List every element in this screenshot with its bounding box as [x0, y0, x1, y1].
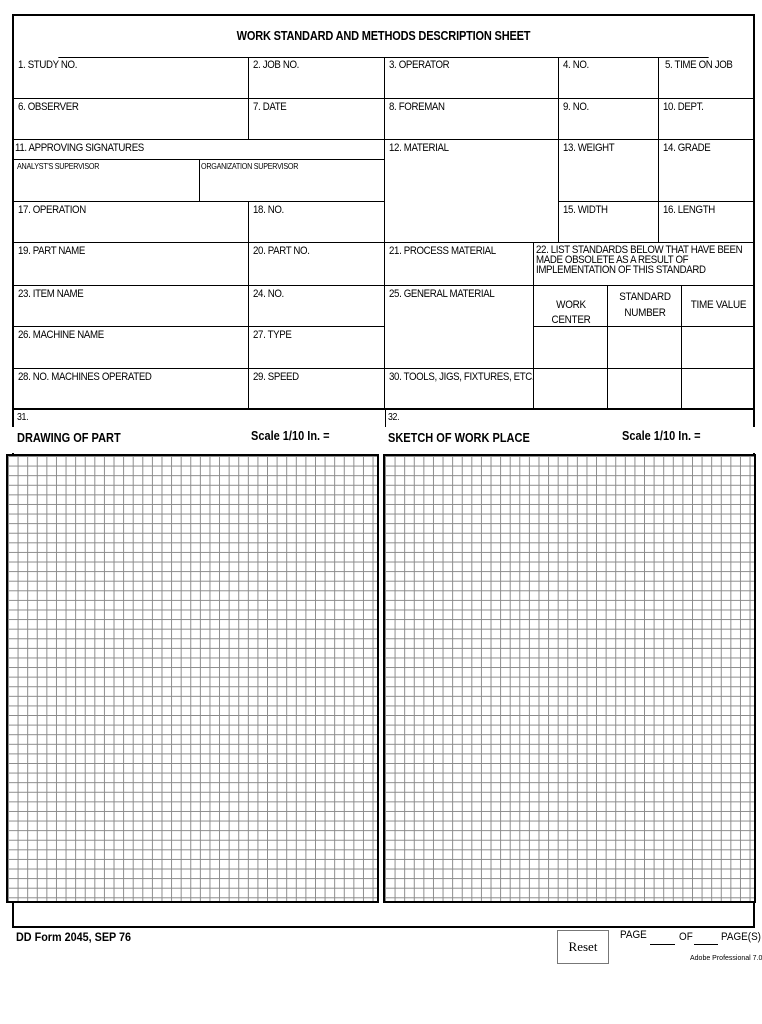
weight-field[interactable]: [559, 140, 659, 202]
width-field[interactable]: [559, 202, 659, 243]
weight-label: 13. WEIGHT: [563, 142, 615, 154]
total-pages-field[interactable]: [694, 944, 718, 945]
item-no-field[interactable]: [249, 286, 385, 327]
material-label: 12. MATERIAL: [389, 142, 449, 154]
obsolete-standards-label: 22. LIST STANDARDS BELOW THAT HAVE BEEN MADE OBSOLETE AS A RESULT OF IMPLEMENTATION OF THIS STANDARD: [536, 244, 743, 276]
section-32-label: 32.: [388, 412, 400, 423]
date-field[interactable]: [249, 99, 385, 140]
sketch-of-work-place-title: SKETCH OF WORK PLACE: [388, 431, 530, 445]
section-divider: [385, 410, 386, 428]
drawing-of-part-grid[interactable]: [6, 454, 379, 903]
study-no-field[interactable]: [14, 57, 249, 99]
time-value-input-1[interactable]: [682, 327, 755, 369]
page-number-field[interactable]: [650, 944, 675, 945]
material-field[interactable]: [385, 140, 559, 243]
machine-name-field[interactable]: [14, 327, 249, 369]
speed-field[interactable]: [249, 369, 385, 410]
no-machines-operated-label: 28. NO. MACHINES OPERATED: [18, 371, 152, 383]
analysts-supervisor-label: ANALYST'S SUPERVISOR: [17, 162, 100, 171]
study-no-label: 1. STUDY NO.: [18, 59, 78, 71]
machine-type-label: 27. TYPE: [253, 329, 292, 341]
form-title: WORK STANDARD AND METHODS DESCRIPTION SHEET: [58, 16, 708, 58]
work-center-input-1[interactable]: [534, 327, 608, 369]
standard-number-header: [608, 286, 682, 327]
operator-no-field[interactable]: [559, 57, 659, 99]
operation-no-field[interactable]: [249, 202, 385, 243]
process-material-label: 21. PROCESS MATERIAL: [389, 245, 496, 257]
organization-supervisor-field[interactable]: [200, 159, 385, 202]
obsolete-standards-header: [534, 243, 755, 286]
pages-label: PAGE(S): [721, 931, 761, 943]
machine-name-label: 26. MACHINE NAME: [18, 329, 104, 341]
no-machines-operated-field[interactable]: [14, 369, 249, 410]
producer-label: Adobe Professional 7.0: [690, 955, 762, 962]
operator-field[interactable]: [385, 57, 559, 99]
approving-signatures-label: 11. APPROVING SIGNATURES: [15, 142, 144, 154]
item-name-field[interactable]: [14, 286, 249, 327]
part-name-label: 19. PART NAME: [18, 245, 85, 257]
reset-button[interactable]: Reset: [557, 930, 609, 964]
speed-label: 29. SPEED: [253, 371, 299, 383]
operation-label: 17. OPERATION: [18, 204, 86, 216]
form-bottom-band: [12, 903, 755, 928]
section-31-label: 31.: [17, 412, 29, 423]
operation-no-label: 18. NO.: [253, 204, 284, 216]
analysts-supervisor-field[interactable]: [14, 159, 200, 202]
operator-no-label: 4. NO.: [563, 59, 589, 71]
time-value-header: [682, 286, 755, 327]
tools-jigs-fixtures-label: 30. TOOLS, JIGS, FIXTURES, ETC.: [389, 371, 535, 383]
standard-number-label-line2: NUMBER: [624, 307, 666, 319]
job-no-field[interactable]: [249, 57, 385, 99]
work-center-header: [534, 286, 608, 327]
sketch-scale-label: Scale 1/10 In. =: [622, 429, 701, 443]
foreman-no-field[interactable]: [559, 99, 659, 140]
time-on-job-field[interactable]: [659, 57, 755, 99]
tools-jigs-fixtures-field[interactable]: [385, 369, 534, 410]
operator-label: 3. OPERATOR: [389, 59, 450, 71]
date-label: 7. DATE: [253, 101, 287, 113]
grade-label: 14. GRADE: [663, 142, 711, 154]
time-value-label: TIME VALUE: [690, 299, 747, 311]
foreman-field[interactable]: [385, 99, 559, 140]
observer-label: 6. OBSERVER: [18, 101, 79, 113]
time-value-input-2[interactable]: [682, 369, 755, 410]
operation-field[interactable]: [14, 202, 249, 243]
grade-field[interactable]: [659, 140, 755, 202]
general-material-label: 25. GENERAL MATERIAL: [389, 288, 495, 300]
length-label: 16. LENGTH: [663, 204, 715, 216]
drawing-scale-label: Scale 1/10 In. =: [251, 429, 330, 443]
part-no-label: 20. PART NO.: [253, 245, 310, 257]
length-field[interactable]: [659, 202, 755, 243]
work-center-label: WORK CENTER: [551, 299, 591, 326]
sketch-of-work-place-grid[interactable]: [383, 454, 756, 903]
standard-number-input-1[interactable]: [608, 327, 682, 369]
of-label: OF: [679, 931, 693, 943]
approving-signatures: [14, 140, 385, 159]
general-material-field[interactable]: [385, 286, 534, 369]
width-label: 15. WIDTH: [563, 204, 608, 216]
item-name-label: 23. ITEM NAME: [18, 288, 84, 300]
machine-type-field[interactable]: [249, 327, 385, 369]
foreman-no-label: 9. NO.: [563, 101, 589, 113]
observer-field[interactable]: [14, 99, 249, 140]
organization-supervisor-label: ORGANIZATION SUPERVISOR: [201, 162, 299, 171]
foreman-label: 8. FOREMAN: [389, 101, 445, 113]
part-name-field[interactable]: [14, 243, 249, 286]
standard-number-input-2[interactable]: [608, 369, 682, 410]
time-on-job-label: 5. TIME ON JOB: [665, 59, 733, 71]
standard-number-label-line1: STANDARD: [619, 291, 671, 303]
process-material-field[interactable]: [385, 243, 534, 286]
drawing-of-part-title: DRAWING OF PART: [17, 431, 121, 445]
item-no-label: 24. NO.: [253, 288, 284, 300]
job-no-label: 2. JOB NO.: [253, 59, 299, 71]
dept-field[interactable]: [659, 99, 755, 140]
page-label: PAGE: [620, 929, 647, 941]
form-id: DD Form 2045, SEP 76: [16, 930, 132, 944]
work-center-input-2[interactable]: [534, 369, 608, 410]
dept-label: 10. DEPT.: [663, 101, 704, 113]
part-no-field[interactable]: [249, 243, 385, 286]
